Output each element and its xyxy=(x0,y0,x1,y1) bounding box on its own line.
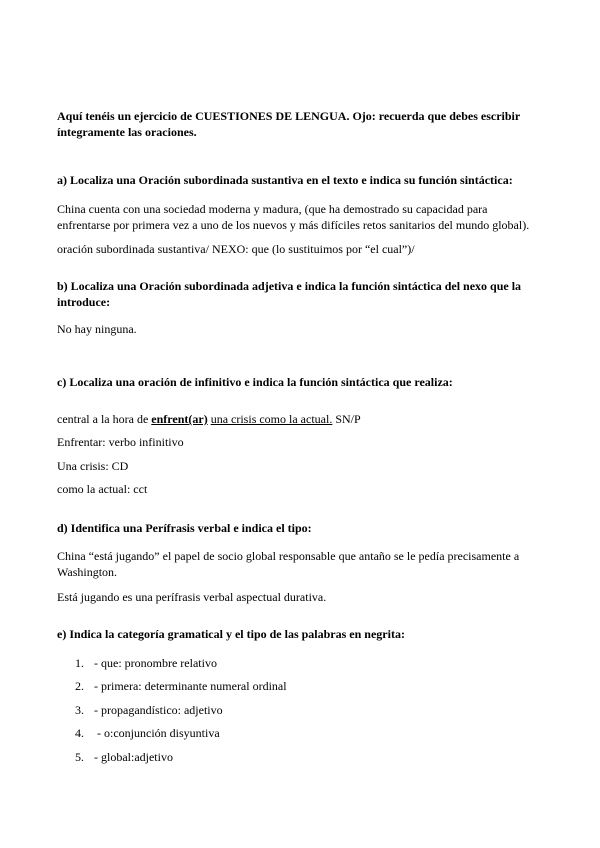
c-prefix: central a la hora de xyxy=(57,412,152,426)
answer-c-line4: como la actual: cct xyxy=(57,482,148,496)
list-number: 3. xyxy=(75,703,84,717)
question-d: d) Identifica una Perífrasis verbal e indica el tipo: xyxy=(57,521,312,535)
paragraph-a: China cuenta con una sociedad moderna y madura, (que ha demostrado su capacidad para enfrentarse por primera vez a uno de los nuevos y más difíciles retos sanitarios del mundo global). xyxy=(57,202,530,232)
answer-b: No hay ninguna. xyxy=(57,322,137,336)
paragraph-d: China “está jugando” el papel de socio global responsable que antaño se le pedía precisamente a Washington. xyxy=(57,549,520,579)
list-item xyxy=(75,749,495,765)
list-number: 5. xyxy=(75,750,84,764)
question-c: c) Localiza una oración de infinitivo e indica la función sintáctica que realiza: xyxy=(57,375,453,389)
list-number: 1. xyxy=(75,656,84,670)
list-item xyxy=(75,702,495,718)
list-text: - o:conjunción disyuntiva xyxy=(94,726,220,740)
list-text: - global:adjetivo xyxy=(94,750,173,764)
c-object: una crisis como la actual. xyxy=(210,412,333,426)
question-b: b) Localiza una Oración subordinada adjetiva e indica la función sintáctica del nexo que la introduce: xyxy=(57,279,522,309)
intro-text: Aquí tenéis un ejercicio de CUESTIONES DE LENGUA. Ojo: recuerda que debes escribir íntegramente las oraciones. xyxy=(57,109,521,139)
question-e: e) Indica la categoría gramatical y el tipo de las palabras en negrita: xyxy=(57,627,405,641)
list-text: - propagandístico: adjetivo xyxy=(94,703,223,717)
answer-c-line2: Enfrentar: verbo infinitivo xyxy=(57,435,184,449)
answer-c-line1 xyxy=(57,411,547,427)
list-number: 2. xyxy=(75,679,84,693)
c-verb: enfrent(ar) xyxy=(151,412,208,426)
list-text: - que: pronombre relativo xyxy=(94,656,217,670)
list-text: - primera: determinante numeral ordinal xyxy=(94,679,287,693)
answer-d: Está jugando es una perífrasis verbal aspectual durativa. xyxy=(57,590,327,604)
answer-c-line3: Una crisis: CD xyxy=(57,459,129,473)
list-item xyxy=(75,678,495,694)
question-a: a) Localiza una Oración subordinada sustantiva en el texto e indica su función sintáctica: xyxy=(57,173,513,187)
c-suffix: SN/P xyxy=(332,412,361,426)
answer-a: oración subordinada sustantiva/ NEXO: que (lo sustituimos por “el cual”)/ xyxy=(57,242,415,256)
list-item xyxy=(75,725,495,741)
list-item xyxy=(75,655,495,671)
list-number: 4. xyxy=(75,726,84,740)
